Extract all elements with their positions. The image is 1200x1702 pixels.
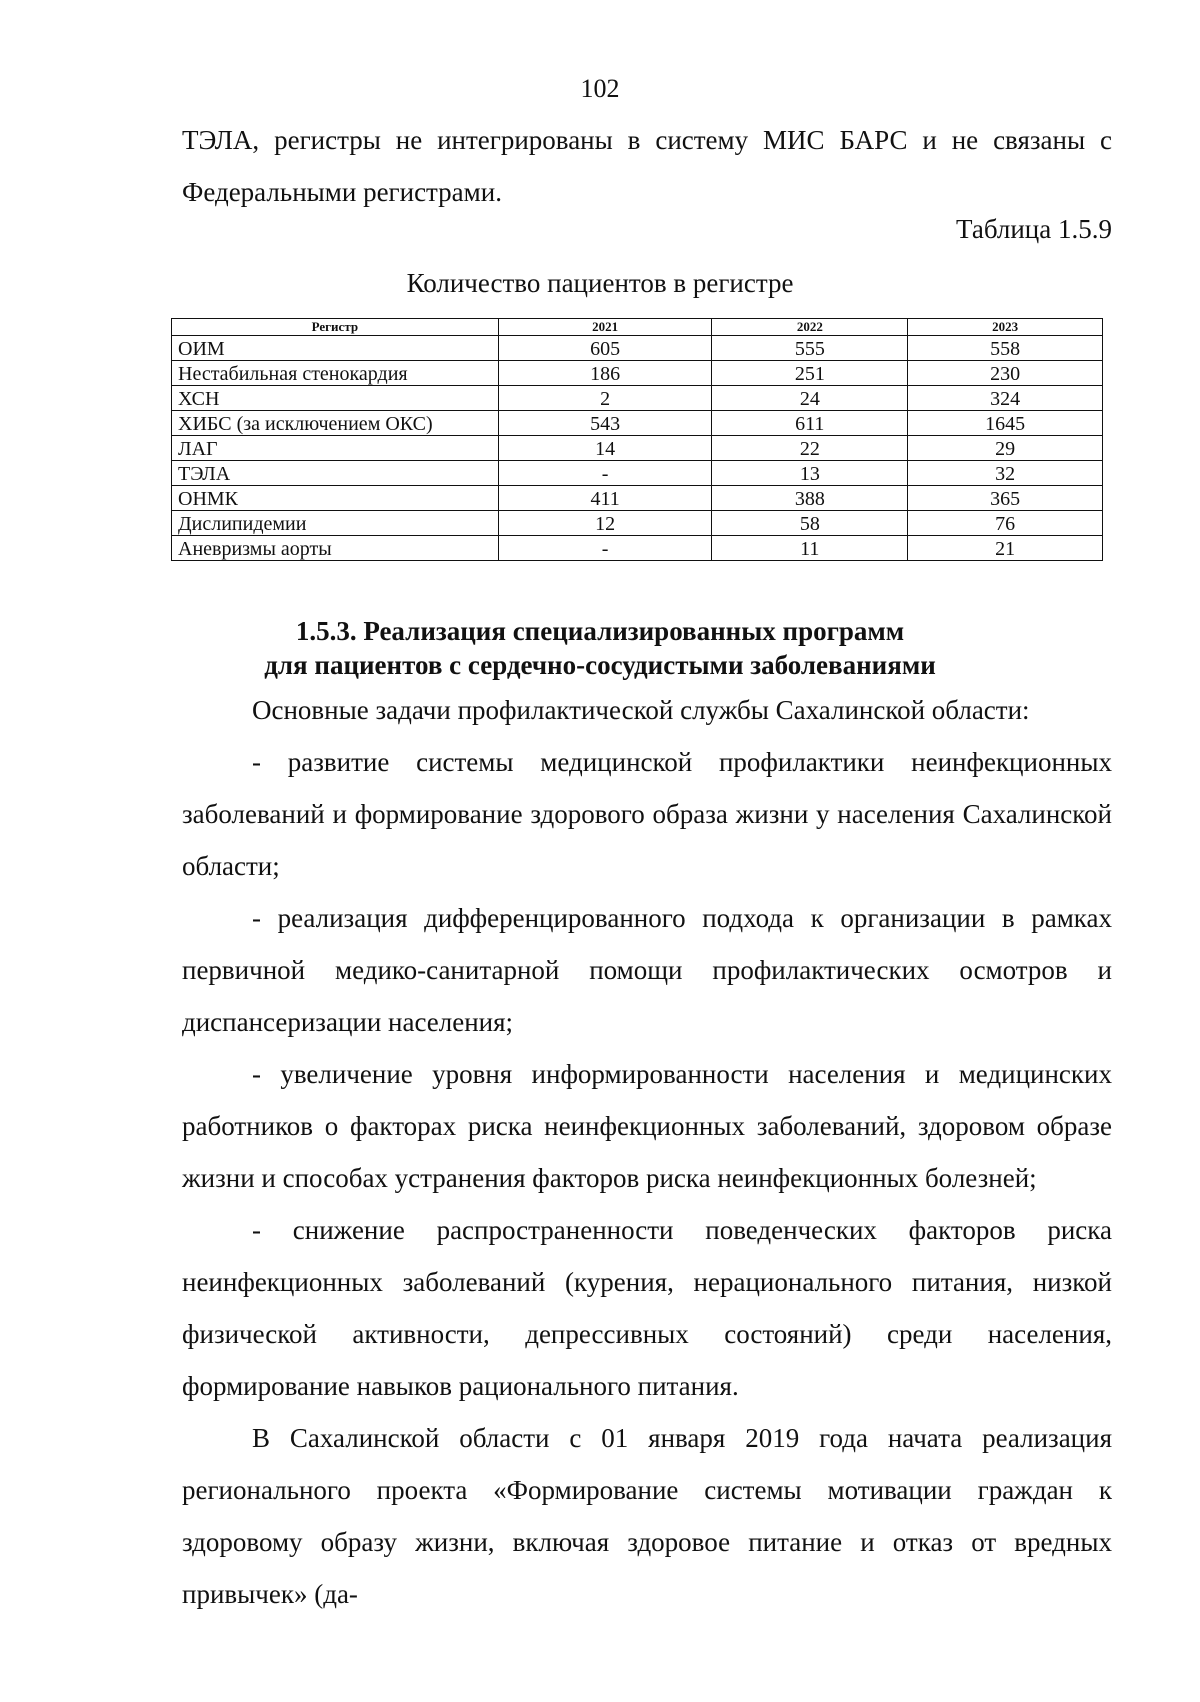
table-row xyxy=(172,386,1103,411)
cell-2021: 2 xyxy=(498,386,712,411)
section-heading-line-1: 1.5.3. Реализация специализированных программ xyxy=(295,616,905,646)
cell-2021: 543 xyxy=(498,411,712,436)
section-body xyxy=(182,684,1112,1620)
cell-2021: 411 xyxy=(498,486,712,511)
row-label: ХИБС (за исключением ОКС) xyxy=(172,411,499,436)
table-row xyxy=(172,436,1103,461)
row-label: ОИМ xyxy=(172,336,499,361)
row-label: Нестабильная стенокардия xyxy=(172,361,499,386)
cell-2022: 13 xyxy=(712,461,908,486)
cell-2023: 365 xyxy=(908,486,1103,511)
paragraph-task-3: - увеличение уровня информированности населения и медицинских работников о факторах риска неинфекционных заболеваний, здоровом образе жизни и способах устранения факторов риска неинфекционных болезней; xyxy=(182,1059,1112,1193)
row-label: ЛАГ xyxy=(172,436,499,461)
table-label: Таблица 1.5.9 xyxy=(956,214,1112,244)
header-cell-registry: Регистр xyxy=(172,319,499,336)
header-cell-2023: 2023 xyxy=(908,319,1103,336)
table-row xyxy=(172,461,1103,486)
cell-2023: 230 xyxy=(908,361,1103,386)
row-label: ТЭЛА xyxy=(172,461,499,486)
header-cell-2022: 2022 xyxy=(712,319,908,336)
cell-2023: 558 xyxy=(908,336,1103,361)
table-header-row xyxy=(172,319,1103,336)
cell-2022: 24 xyxy=(712,386,908,411)
cell-2022: 388 xyxy=(712,486,908,511)
cell-2022: 22 xyxy=(712,436,908,461)
row-label: Аневризмы аорты xyxy=(172,536,499,561)
cell-2022: 58 xyxy=(712,511,908,536)
cell-2023: 21 xyxy=(908,536,1103,561)
intro-text: ТЭЛА, регистры не интегрированы в систему МИС БАРС и не связаны с Федеральными регистрами. xyxy=(182,125,1112,207)
registry-table xyxy=(171,318,1103,561)
cell-2023: 32 xyxy=(908,461,1103,486)
cell-2022: 251 xyxy=(712,361,908,386)
row-label: ХСН xyxy=(172,386,499,411)
table-row xyxy=(172,511,1103,536)
cell-2023: 76 xyxy=(908,511,1103,536)
table-row xyxy=(172,486,1103,511)
paragraph-regional-project: В Сахалинской области с 01 января 2019 года начата реализация регионального проекта «Формирование системы мотивации граждан к здоровому образу жизни, включая здоровое питание и отказ от вредных привычек» (да- xyxy=(182,1423,1112,1609)
cell-2023: 324 xyxy=(908,386,1103,411)
cell-2021: 605 xyxy=(498,336,712,361)
section-heading xyxy=(0,614,1200,682)
cell-2021: - xyxy=(498,536,712,561)
section-heading-line-2: для пациентов с сердечно-сосудистыми заболеваниями xyxy=(264,650,936,680)
table-row xyxy=(172,411,1103,436)
cell-2021: 12 xyxy=(498,511,712,536)
cell-2021: - xyxy=(498,461,712,486)
table-caption: Количество пациентов в регистре xyxy=(406,268,794,298)
paragraph-tasks-intro: Основные задачи профилактической службы Сахалинской области: xyxy=(252,695,1030,725)
row-label: ОНМК xyxy=(172,486,499,511)
table-row xyxy=(172,536,1103,561)
cell-2021: 14 xyxy=(498,436,712,461)
cell-2023: 1645 xyxy=(908,411,1103,436)
cell-2022: 555 xyxy=(712,336,908,361)
cell-2023: 29 xyxy=(908,436,1103,461)
intro-paragraph xyxy=(182,114,1112,218)
paragraph-task-1: - развитие системы медицинской профилактики неинфекционных заболеваний и формирование здорового образа жизни у населения Сахалинской области; xyxy=(182,747,1112,881)
row-label: Дислипидемии xyxy=(172,511,499,536)
table-row xyxy=(172,361,1103,386)
page-number: 102 xyxy=(580,74,620,103)
paragraph-task-4: - снижение распространенности поведенческих факторов риска неинфекционных заболеваний (курения, нерационального питания, низкой физической активности, депрессивных состояний) среди населения, формирование навыков рационального питания. xyxy=(182,1215,1112,1401)
cell-2021: 186 xyxy=(498,361,712,386)
paragraph-task-2: - реализация дифференцированного подхода к организации в рамках первичной медико-санитарной помощи профилактических осмотров и диспансеризации населения; xyxy=(182,903,1112,1037)
cell-2022: 611 xyxy=(712,411,908,436)
table-row xyxy=(172,336,1103,361)
header-cell-2021: 2021 xyxy=(498,319,712,336)
cell-2022: 11 xyxy=(712,536,908,561)
